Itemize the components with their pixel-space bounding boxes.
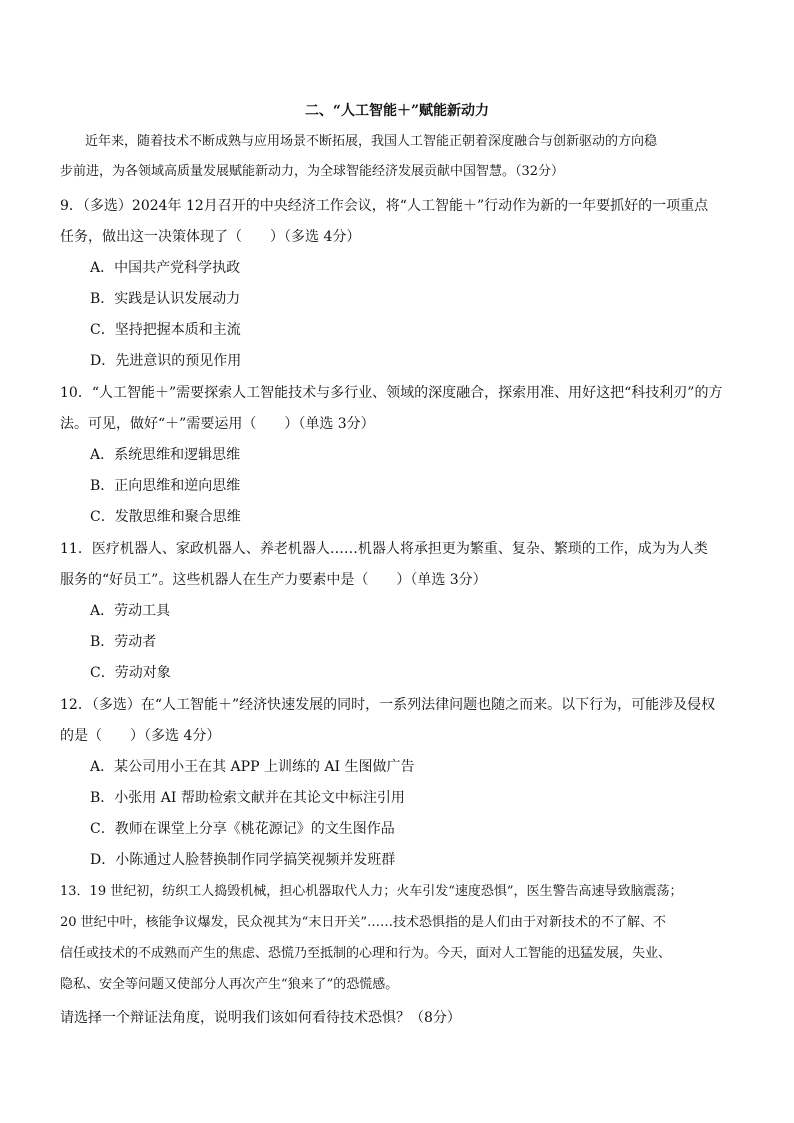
q11-stem-line-1: 11．医疗机器人、家政机器人、养老机器人……机器人将承担更为繁重、复杂、繁琐的工作，成为为人类 (60, 541, 708, 557)
q11-option-a: A．劳动工具 (90, 603, 171, 619)
q10-option-b: B．正向思维和逆向思维 (90, 478, 241, 494)
q9-option-d: D．先进意识的预见作用 (90, 353, 242, 369)
q13-question: 请选择一个辩证法角度，说明我们该如何看待技术恐惧？（8分） (60, 1010, 461, 1026)
q9-stem-line-1: 9．（多选）2024年 12月召开的中央经济工作会议，将“人工智能＋”行动作为新的一年要抓好的一项重点 (60, 198, 709, 214)
q10-option-c: C．发散思维和聚合思维 (90, 509, 241, 525)
q9-option-c: C．坚持把握本质和主流 (90, 322, 241, 338)
q13-material-line-3: 信任或技术的不成熟而产生的焦虑、恐慌乃至抵制的心理和行为。今天，面对人工智能的迅猛发展，失业、 (60, 946, 672, 961)
q10-stem-line-1: 10．“人工智能＋”需要探索人工智能技术与多行业、领域的深度融合，探索用准、用好这把“科技利刃”的方 (60, 385, 723, 401)
q11-stem-line-2: 服务的“好员工”。这些机器人在生产力要素中是（ ）（单选 3分） (60, 572, 487, 588)
q9-stem-line-2: 任务，做出这一决策体现了（ ）（多选 4分） (60, 229, 361, 245)
q12-stem-line-2: 的是（ ）（多选 4分） (60, 728, 221, 744)
q9-option-a: A．中国共产党科学执政 (90, 260, 241, 276)
section-intro-line-2: 步前进，为各领域高质量发展赋能新动力，为全球智能经济发展贡献中国智慧。（32分） (60, 164, 565, 179)
section-title: 二、“人工智能＋”赋能新动力 (304, 103, 490, 119)
q12-option-a: A．某公司用小王在其 APP 上训练的 AI 生图做广告 (90, 759, 415, 775)
q12-stem-line-1: 12．（多选）在“人工智能＋”经济快速发展的同时，一系列法律问题也随之而来。以下行为，可能涉及侵权 (60, 697, 716, 713)
q12-option-c: C．教师在课堂上分享《桃花源记》的文生图作品 (90, 821, 395, 837)
q10-stem-line-2: 法。可见，做好“＋”需要运用（ ）（单选 3分） (60, 416, 375, 432)
q12-option-b: B．小张用 AI 帮助检索文献并在其论文中标注引用 (90, 790, 405, 806)
q13-material-line-1: 13．19 世纪初，纺织工人捣毁机械，担心机器取代人力；火车引发“速度恐惧”，医生警告高速导致脑震荡； (60, 884, 683, 899)
q10-option-a: A．系统思维和逻辑思维 (90, 447, 241, 463)
q11-option-c: C．劳动对象 (90, 665, 171, 681)
q12-option-d: D．小陈通过人脸替换制作同学搞笑视频并发班群 (90, 852, 396, 868)
q9-option-b: B．实践是认识发展动力 (90, 291, 241, 307)
section-intro-line-1: 近年来，随着技术不断成熟与应用场景不断拓展，我国人工智能正朝着深度融合与创新驱动的方向稳 (85, 134, 658, 149)
q13-material-line-2: 20 世纪中叶，核能争议爆发，民众视其为“末日开关”……技术恐惧指的是人们由于对新技术的不了解、不 (60, 915, 666, 930)
q13-material-line-4: 隐私、安全等问题又使部分人再次产生“狼来了”的恐慌感。 (60, 977, 399, 992)
q11-option-b: B．劳动者 (90, 634, 157, 650)
